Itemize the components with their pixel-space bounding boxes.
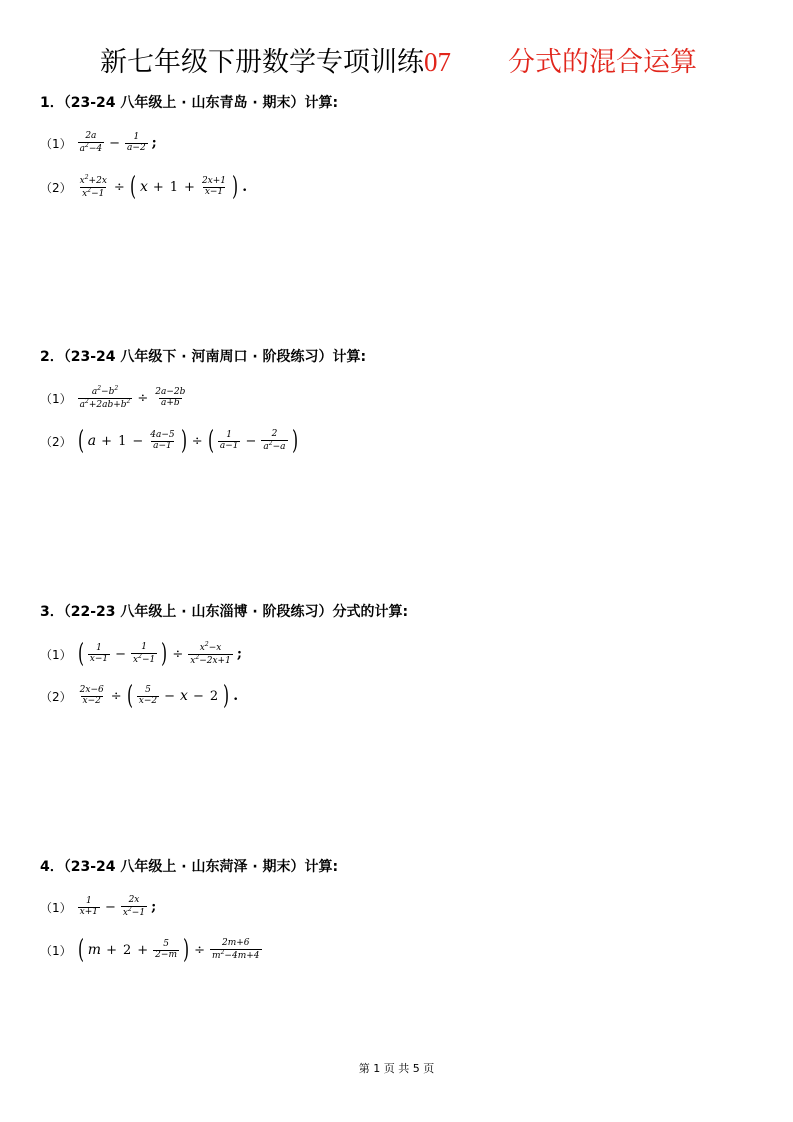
- question-1-heading: 1．（23-24 八年级上 · 山东青岛 · 期末）计算:: [40, 95, 339, 111]
- question-4-part-1: （1） $\frac{1}{x+1}$ − $\frac{2x}{x^2-1}$ ;: [40, 895, 157, 918]
- part-label: （1）: [40, 391, 72, 406]
- part-label: （1）: [40, 136, 72, 151]
- part-label: （1）: [40, 647, 72, 662]
- page-title: [0, 40, 793, 80]
- part-label: （1）: [40, 943, 72, 958]
- part-label: （1）: [40, 900, 72, 915]
- question-1-part-2: （2） $\frac{x^2+2x}{x^2-1}$ ÷ ( x + 1 + $\frac{2x+1}{x-1}$ ) .: [40, 172, 248, 202]
- question-3-part-2: （2） $\frac{2x-6}{x-2}$ ÷ ( $\frac{5}{x-2}$ − x − 2 ) .: [40, 681, 239, 711]
- question-3-part-1: （1） ( $\frac{1}{x-1}$ − $\frac{1}{x^2-1}$ ) ÷ $\frac{x^2-x}{x^2-2x+1}$ ;: [40, 639, 242, 669]
- question-2-part-1: （1） $\frac{a^2-b^2}{a^2+2ab+b^2}$ ÷ $\frac{2a-2b}{a+b}$: [40, 385, 186, 410]
- part-label: （2）: [40, 689, 72, 704]
- question-2-part-2: （2） ( a + 1 − $\frac{4a-5}{a-1}$ ) ÷ ( $\frac{1}{a-1}$ − $\frac{2}{a^2-a}$ ): [40, 426, 298, 456]
- title-main: 新七年级下册数学专项训练07: [100, 47, 451, 78]
- question-4-part-2: （1） ( m + 2 + $\frac{5}{2-m}$ ) ÷ $\frac{2m+6}{m^2-4m+4}$: [40, 935, 260, 965]
- question-2-heading: 2．（23-24 八年级下 · 河南周口 · 阶段练习）计算:: [40, 349, 367, 365]
- part-label: （2）: [40, 180, 72, 195]
- part-label: （2）: [40, 434, 72, 449]
- page-footer: 第 1 页 共 5 页: [358, 1062, 435, 1075]
- question-3-heading: 3．（22-23 八年级上 · 山东淄博 · 阶段练习）分式的计算:: [40, 604, 409, 620]
- question-1-part-1: （1） $\frac{2a}{a^2-4}$ − $\frac{1}{a-2}$ ;: [40, 131, 157, 154]
- title-topic: 分式的混合运算: [508, 47, 697, 78]
- question-4-heading: 4．（23-24 八年级上 · 山东菏泽 · 期末）计算:: [40, 859, 339, 875]
